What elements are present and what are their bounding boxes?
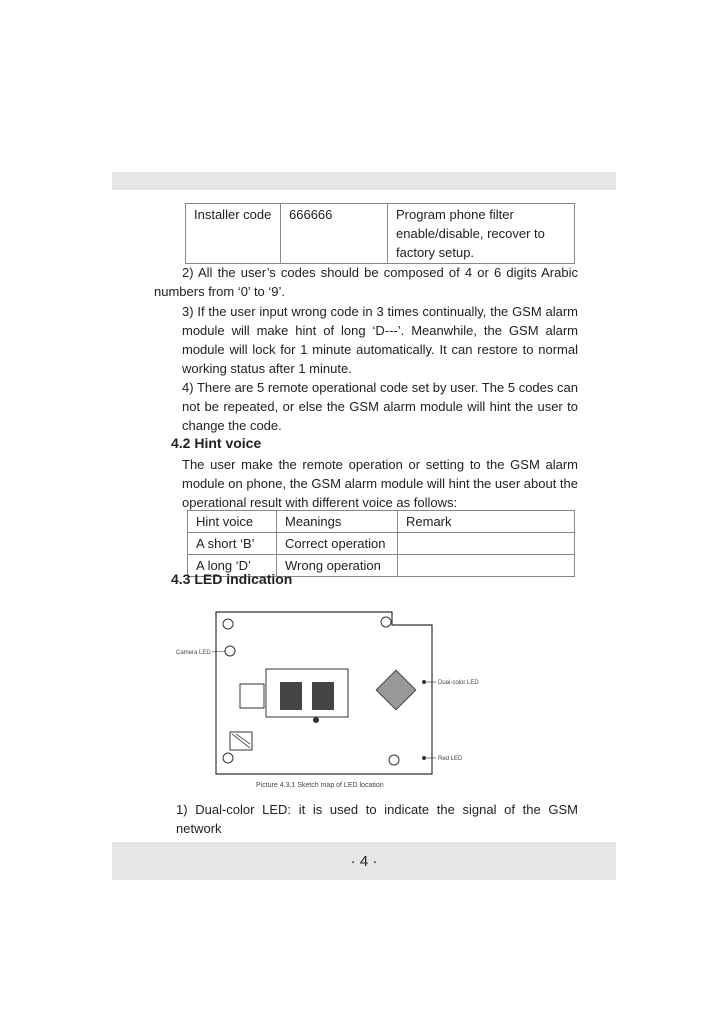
table-cell: 666666 — [281, 204, 388, 264]
pcb-led-diagram — [160, 610, 500, 795]
table-cell — [388, 204, 575, 264]
para-4-line: 4) There are 5 remote operational code set by user. The 5 codes can — [182, 380, 578, 395]
red-led-label: Red LED — [438, 756, 463, 762]
para-3-line: module will make hint of long ‘D---’. Meanwhile, the GSM alarm — [182, 323, 578, 338]
table-cell — [398, 533, 575, 555]
dual-color-led-label: Dual-color LED — [438, 680, 479, 686]
section-heading-4-3: 4.3 LED indication — [171, 571, 293, 587]
section-4-2-line: module on phone, the GSM alarm module will hint the user about the — [182, 476, 579, 491]
dual-led-description: 1) Dual-color LED: it is used to indicate the signal of the GSM network — [176, 802, 578, 836]
camera-led-label: Camera LED — [176, 650, 211, 656]
table-header-cell: Meanings — [277, 511, 398, 533]
cell-line: Program phone filter — [396, 207, 514, 222]
para-3-line: module will lock for 1 minute automatically. It can restore to normal — [182, 342, 578, 357]
table-cell: A long ‘D’ — [188, 555, 277, 577]
page-number: · 4 · — [350, 853, 378, 870]
table-cell: Installer code — [186, 204, 281, 264]
cell-line: enable/disable, recover to — [396, 226, 545, 241]
section-heading-4-2: 4.2 Hint voice — [171, 435, 262, 451]
table-row — [186, 204, 575, 264]
table-row — [188, 533, 575, 555]
para-2-line: numbers from ‘0’ to ‘9’. — [154, 284, 286, 299]
para-4-line: not be repeated, or else the GSM alarm module will hint the user to — [182, 399, 578, 414]
table-header-cell: Hint voice — [188, 511, 277, 533]
para-2-line: 2) All the user’s codes should be composed of 4 or 6 digits Arabic — [182, 265, 578, 280]
table-cell: Correct operation — [277, 533, 398, 555]
header-band — [112, 172, 616, 190]
section-4-2-line: The user make the remote operation or setting to the GSM alarm — [182, 457, 578, 472]
table-cell: Wrong operation — [277, 555, 398, 577]
code-table — [185, 203, 575, 264]
hint-table — [187, 510, 575, 577]
figure-caption: Picture 4.3.1 Sketch map of LED location — [256, 782, 384, 789]
para-3-line: working status after 1 minute. — [182, 361, 352, 376]
table-header-row — [188, 511, 575, 533]
para-3-line: 3) If the user input wrong code in 3 times continually, the GSM alarm — [182, 304, 578, 319]
para-4-line: change the code. — [182, 418, 282, 433]
section-4-2-line: operational result with different voice as follows: — [182, 495, 458, 510]
cell-line: factory setup. — [396, 245, 475, 260]
table-cell — [398, 555, 575, 577]
table-header-cell: Remark — [398, 511, 575, 533]
table-cell: A short ‘B’ — [188, 533, 277, 555]
